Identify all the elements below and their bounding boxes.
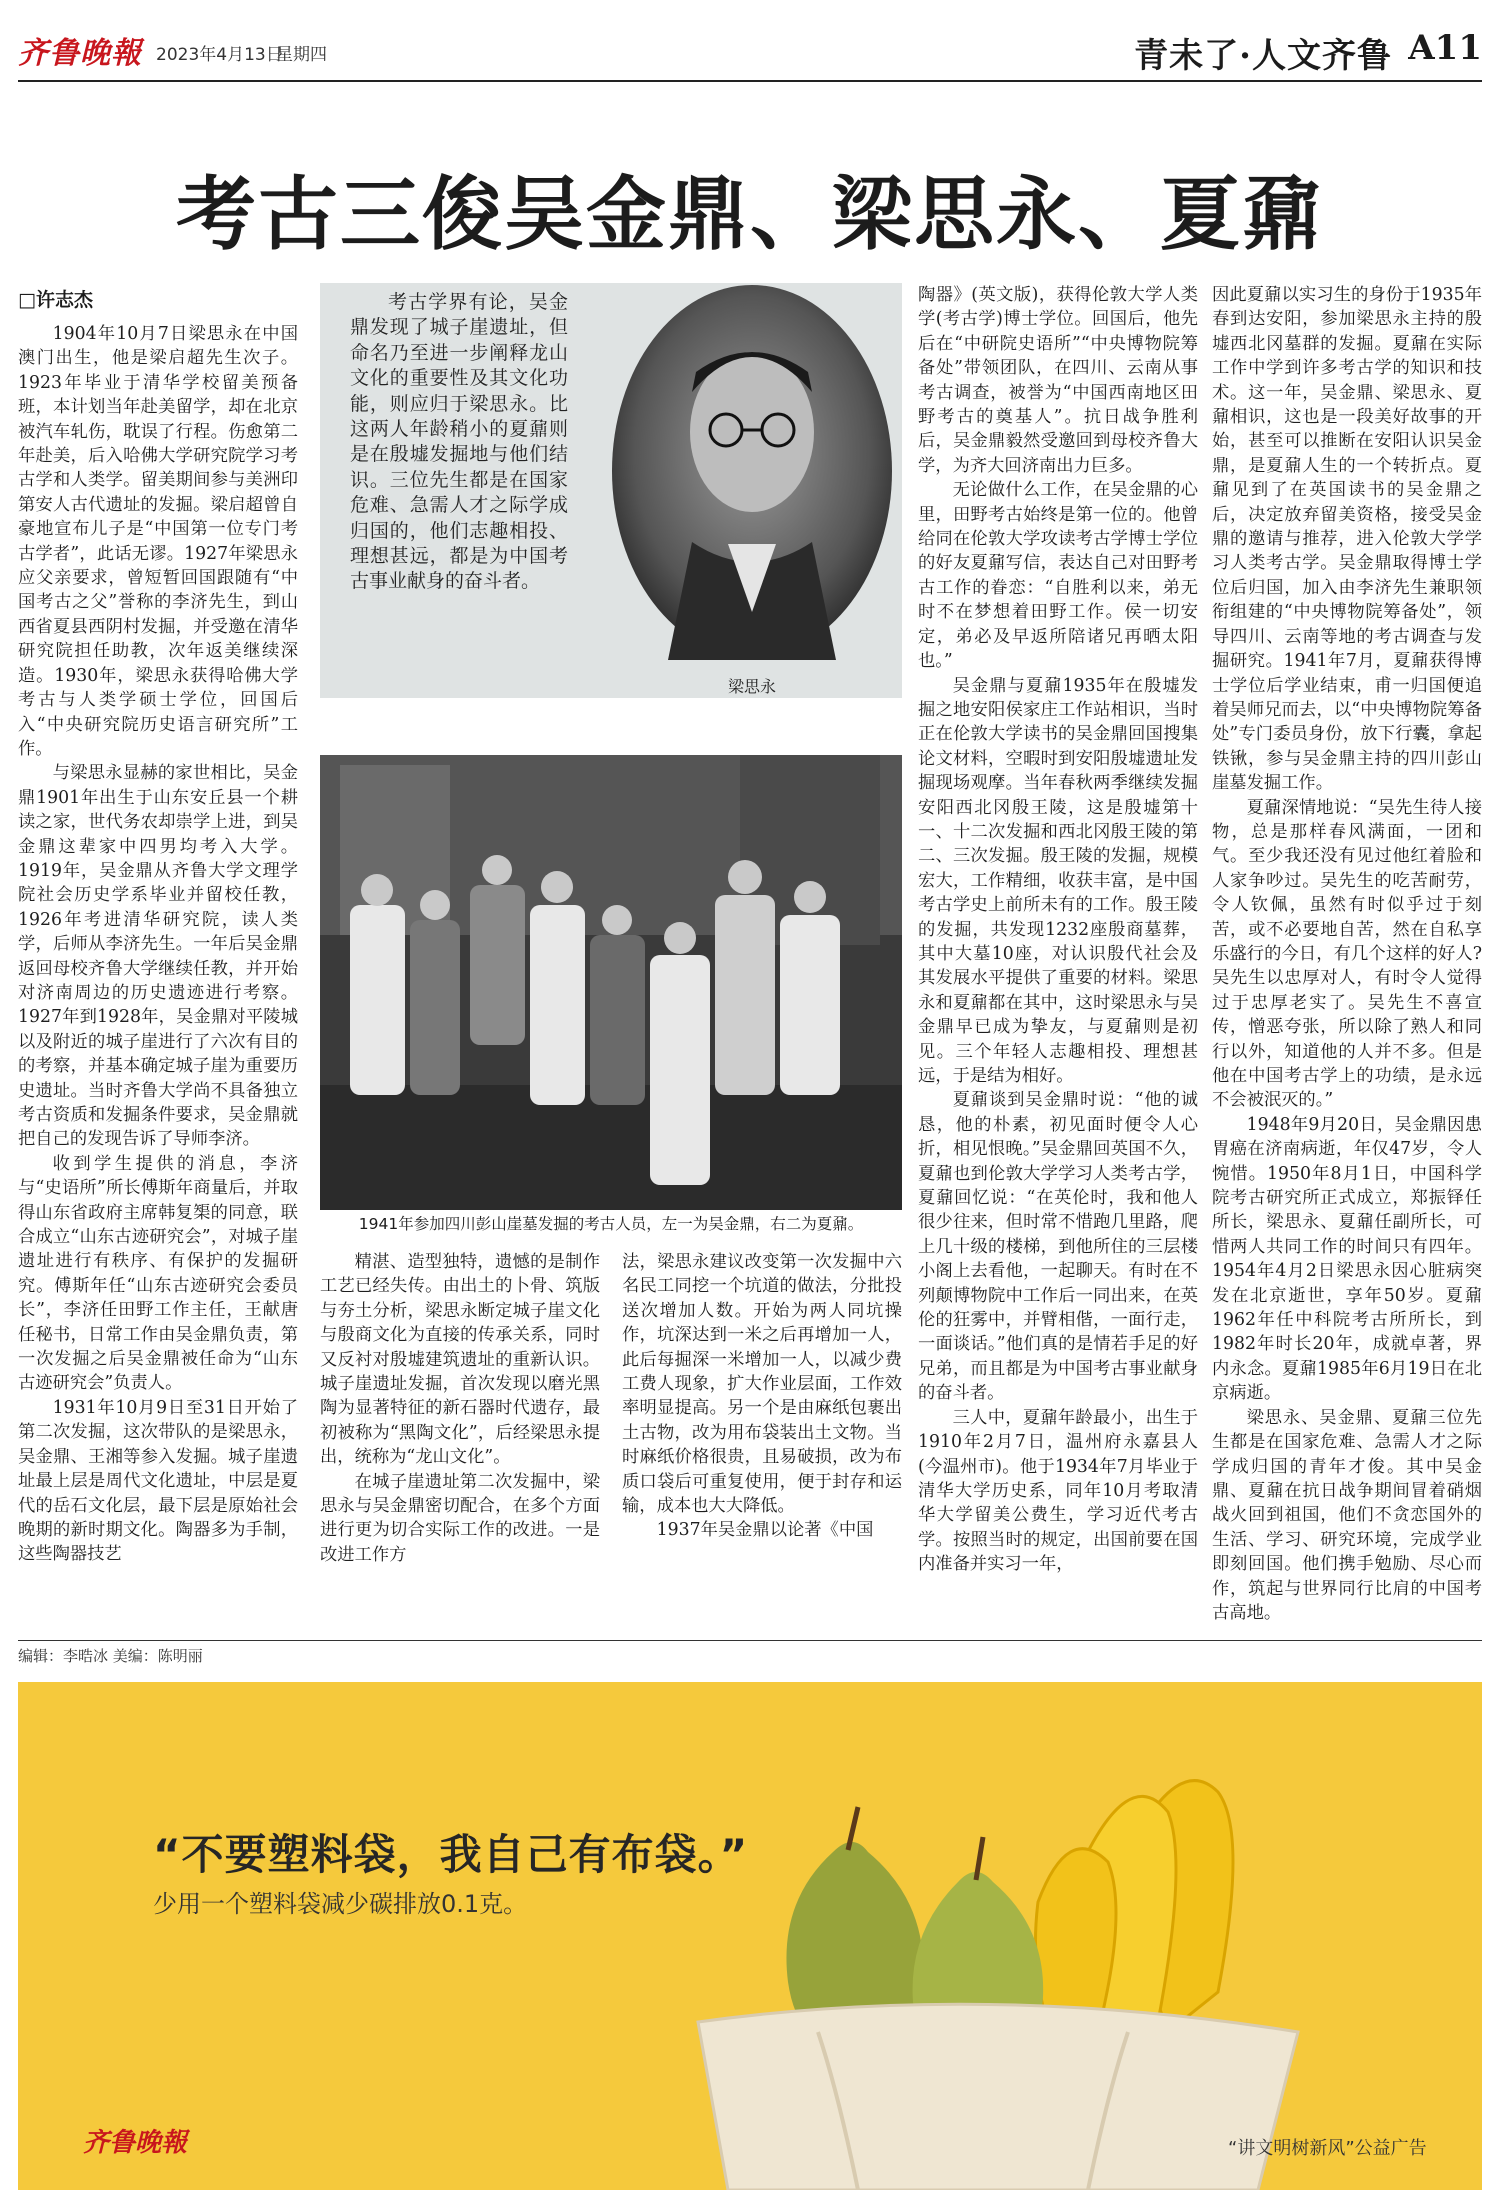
- paragraph: 1948年9月20日，吴金鼎因患胃癌在济南病逝，年仅47岁，令人惋惜。1950年8月1日，中国科学院考古研究所正式成立，郑振铎任所长，梁思永、夏鼐任副所长，可惜两人共同工作的时间只有四年。1954年4月2日梁思永因心脏病突发在北京逝世，享年50岁。夏鼐1962年任中科院考古所所长，到1982年时长20年，成就卓著，界内永念。夏鼐1985年6月19日在北京病逝。: [1212, 1114, 1482, 1404]
- paragraph: 收到学生提供的消息，李济与“史语所”所长傅斯年商量后，并取得山东省政府主席韩复榘的同意，联合成立“山东古迹研究会”，对城子崖遗址进行有秩序、有保护的发掘研究。傅斯年任“山东古迹研究会委员长”，李济任田野工作主任，王献唐任秘书，日常工作由吴金鼎负责，第一次发掘之后吴金鼎被任命为“山东古迹研究会”负责人。: [18, 1153, 298, 1394]
- article-column-1: [18, 322, 298, 1628]
- paragraph: 三人中，夏鼐年龄最小，出生于1910年2月7日，温州府永嘉县人(今温州市)。他于1934年7月毕业于清华大学历史系，同年10月考取清华大学留美公费生，学习近代考古学。按照当时的规定，出国前要在国内准备并实习一年，: [918, 1407, 1198, 1575]
- section-title: 青未了·人文齐鲁: [1134, 36, 1392, 76]
- article-column-5: [1212, 283, 1482, 1628]
- group-photo-1941: [320, 755, 902, 1210]
- paragraph: 夏鼐深情地说：“吴先生待人接物，总是那样春风满面，一团和气。至少我还没有见过他红着脸和人家争吵过。吴先生的吃苦耐劳，令人钦佩，虽然有时似乎过于刻苦，或不必要地自苦，然在自私享乐盛行的今日，有几个这样的好人?吴先生以忠厚对人，有时令人觉得过于忠厚老实了。吴先生不喜宣传，憎恶夸张，所以除了熟人和同行以外，知道他的人并不多。但是他在中国考古学上的功绩，是永远不会被泯灭的。”: [1212, 797, 1482, 1111]
- group-photo-caption: 1941年参加四川彭山崖墓发掘的考古人员，左一为吴金鼎，右二为夏鼐。: [358, 1215, 864, 1233]
- article-column-4: [918, 283, 1198, 1628]
- paragraph: 夏鼐谈到吴金鼎时说：“他的诚恳，他的朴素，初见面时便令人心折，相见恨晚。”吴金鼎回英国不久，夏鼐也到伦敦大学学习人类考古学，夏鼐回忆说：“在英伦时，我和他人很少往来，但时常不惜跑几里路，爬上几十级的楼梯，到他所住的三层楼小阁上去看他，一起聊天。有时在不列颠博物院中工作后一同出来，在英伦的狂雾中，并臂相偕，一面行走，一面谈话。”他们真的是情若手足的好兄弟，而且都是为中国考古事业献身的奋斗者。: [918, 1090, 1198, 1404]
- paragraph: 梁思永、吴金鼎、夏鼐三位先生都是在国家危难、急需人才之际学成归国的青年才俊。其中吴金鼎、夏鼐在抗日战争期间冒着硝烟战火回到祖国，他们不贪恋国外的生活、学习、研究环境，完成学业即刻回国。他们携手勉励、尽心而作，筑起与世界同行比肩的中国考古高地。: [1212, 1407, 1482, 1623]
- public-service-ad: [18, 1682, 1482, 2190]
- portrait-caption: 梁思永: [727, 677, 776, 696]
- page-number: A11: [1408, 28, 1482, 68]
- page-header: [18, 20, 1482, 82]
- author-byline: □许志杰: [18, 289, 93, 311]
- paragraph: 法，梁思永建议改变第一次发掘中六名民工同挖一个坑道的做法，分批投送次增加人数。开始为两人同坑操作，坑深达到一米之后再增加一人，此后每掘深一米增加一人，以减少费工费人现象，扩大作业层面，工作效率明显提高。另一个是由麻纸包裹出土古物，改为用布袋装出土文物。当时麻纸价格很贵，且易破损，改为布质口袋后可重复使用，便于封存和运输，成本也大大降低。: [622, 1252, 902, 1517]
- article-column-3: [622, 1250, 902, 1628]
- ad-masthead-logo: 齐鲁晚報: [83, 2128, 188, 2158]
- liang-siyong-portrait-photo: [608, 282, 896, 660]
- paragraph: 与梁思永显赫的家世相比，吴金鼎1901年出生于山东安丘县一个耕读之家，世代务农却崇学上进，到吴金鼎这辈家中四男均考入大学。1919年，吴金鼎从齐鲁大学文理学院社会历史学系毕业并留校任教，1926年考进清华研究院，读人类学，后师从李济先生。一年后吴金鼎返回母校齐鲁大学继续任教，并开始对济南周边的历史遗迹进行考察。1927年到1928年，吴金鼎对平陵城以及附近的城子崖进行了六次有目的的考察，并基本确定城子崖为重要历史遗址。当时齐鲁大学尚不具备独立考古资质和发掘条件要求，吴金鼎就把自己的发现告诉了导师李济。: [18, 763, 298, 1150]
- masthead-logo: 齐鲁晚報: [18, 36, 142, 71]
- article-headline: 考古三俊吴金鼎、梁思永、夏鼐: [176, 167, 1324, 261]
- footer-divider: [18, 1640, 1482, 1641]
- paragraph: 1937年吴金鼎以论著《中国: [656, 1520, 874, 1541]
- ad-subtext: 少用一个塑料袋减少碳排放0.1克。: [153, 1890, 528, 1918]
- article-column-2: [320, 1250, 600, 1628]
- cloth-bag-with-fruit-illustration: [658, 1732, 1318, 2190]
- paragraph: 1904年10月7日梁思永在中国澳门出生，他是梁启超先生次子。1923年毕业于清华学校留美预备班，本计划当年赴美留学，却在北京被汽车轧伤，耽误了行程。伤愈第二年赴美，后入哈佛大学研究院学习考古学和人类学。留美期间参与美洲印第安人古代遗址的发掘。梁启超曾自豪地宣布儿子是“中国第一位专门考古学者”，此话无谬。1927年梁思永应父亲要求，曾短暂回国跟随有“中国考古之父”誉称的李济先生，到山西省夏县西阴村发掘，并受邀在清华研究院担任助教，次年返美继续深造。1930年，梁思永获得哈佛大学考古与人类学硕士学位，回国后入“中央研究院历史语言研究所”工作。: [18, 324, 298, 759]
- paragraph: 1931年10月9日至31日开始了第二次发掘，这次带队的是梁思永，吴金鼎、王湘等参入发掘。城子崖遗址最上层是周代文化遗址，中层是夏代的岳石文化层，最下层是原始社会晚期的新时期文化。陶器多为手制，这些陶器技艺: [18, 1397, 298, 1565]
- pull-quote: 考古学界有论，吴金鼎发现了城子崖遗址，但命名乃至进一步阐释龙山文化的重要性及其文化功能，则应归于梁思永。比这两人年龄稍小的夏鼐则是在殷墟发掘地与他们结识。三位先生都是在国家危难、急需人才之际学成归国的，他们志趣相投、理想甚远，都是为中国考古事业献身的奋斗者。: [350, 291, 568, 593]
- paragraph: 因此夏鼐以实习生的身份于1935年春到达安阳，参加梁思永主持的殷墟西北冈墓群的发掘。夏鼐在实际工作中学到许多考古学的知识和技术。这一年，吴金鼎、梁思永、夏鼐相识，这也是一段美好故事的开始，甚至可以推断在安阳认识吴金鼎，是夏鼐人生的一个转折点。夏鼐见到了在英国读书的吴金鼎之后，决定放弃留美资格，接受吴金鼎的邀请与推荐，进入伦敦大学学习人类考古学。吴金鼎取得博士学位后归国，加入由李济先生兼职领衔组建的“中央博物院筹备处”，领导四川、云南等地的考古调查与发掘研究。1941年7月，夏鼐获得博士学位后学业结束，甫一归国便追着吴师兄而去，以“中央博物院筹备处”专门委员身份，放下行囊，拿起铁锹，参与吴金鼎主持的四川彭山崖墓发掘工作。: [1212, 285, 1482, 794]
- editor-credit: 编辑：李晧冰 美编：陈明丽: [18, 1647, 203, 1665]
- paragraph: 吴金鼎与夏鼐1935年在殷墟发掘之地安阳侯家庄工作站相识，当时正在伦敦大学读书的吴金鼎回国搜集论文材料，空暇时到安阳殷墟遗址发掘现场观摩。当年春秋两季继续发掘安阳西北冈殷王陵，这是殷墟第十一、十二次发掘和西北冈殷王陵的第二、三次发掘。殷王陵的发掘，规模宏大，工作精细，收获丰富，是中国考古学史上前所未有的工作。殷王陵的发掘，共发现1232座殷商墓葬，其中大墓10座，对认识殷代社会及其发展水平提供了重要的材料。梁思永和夏鼐都在其中，这时梁思永与吴金鼎早已成为挚友，与夏鼐则是初见。三个年轻人志趣相投、理想甚远，于是结为相好。: [918, 675, 1198, 1086]
- paragraph: 在城子崖遗址第二次发掘中，梁思永与吴金鼎密切配合，在多个方面进行更为切合实际工作的改进。一是改进工作方: [320, 1471, 600, 1565]
- ad-slogan: “不要塑料袋，我自己有布袋。”: [153, 1830, 749, 1879]
- ad-campaign-tag: “讲文明树新风”公益广告: [1228, 2138, 1427, 2159]
- issue-date: 2023年4月13日: [156, 45, 283, 65]
- issue-weekday: 星期四: [276, 45, 327, 65]
- paragraph: 无论做什么工作，在吴金鼎的心里，田野考古始终是第一位的。他曾给同在伦敦大学攻读考古学博士学位的好友夏鼐写信，表达自己对田野考古工作的眷恋：“自胜利以来，弟无时不在梦想着田野工作。侯一切安定，弟必及早返所陪诸兄再晒太阳也。”: [918, 480, 1198, 672]
- paragraph: 精湛、造型独特，遗憾的是制作工艺已经失传。由出土的卜骨、筑版与夯土分析，梁思永断定城子崖文化与殷商文化为直接的传承关系，同时又反衬对殷墟建筑遗址的重新认识。城子崖遗址发掘，首次发现以磨光黑陶为显著特征的新石器时代遗存，最初被称为“黑陶文化”，后经梁思永提出，统称为“龙山文化”。: [320, 1252, 600, 1468]
- paragraph: 陶器》(英文版)，获得伦敦大学人类学(考古学)博士学位。回国后，他先后在“中研院史语所”“中央博物院筹备处”带领团队，在四川、云南从事考古调查，被誉为“中国西南地区田野考古的奠基人”。抗日战争胜利后，吴金鼎毅然受邀回到母校齐鲁大学，为齐大回济南出力巨多。: [918, 285, 1198, 476]
